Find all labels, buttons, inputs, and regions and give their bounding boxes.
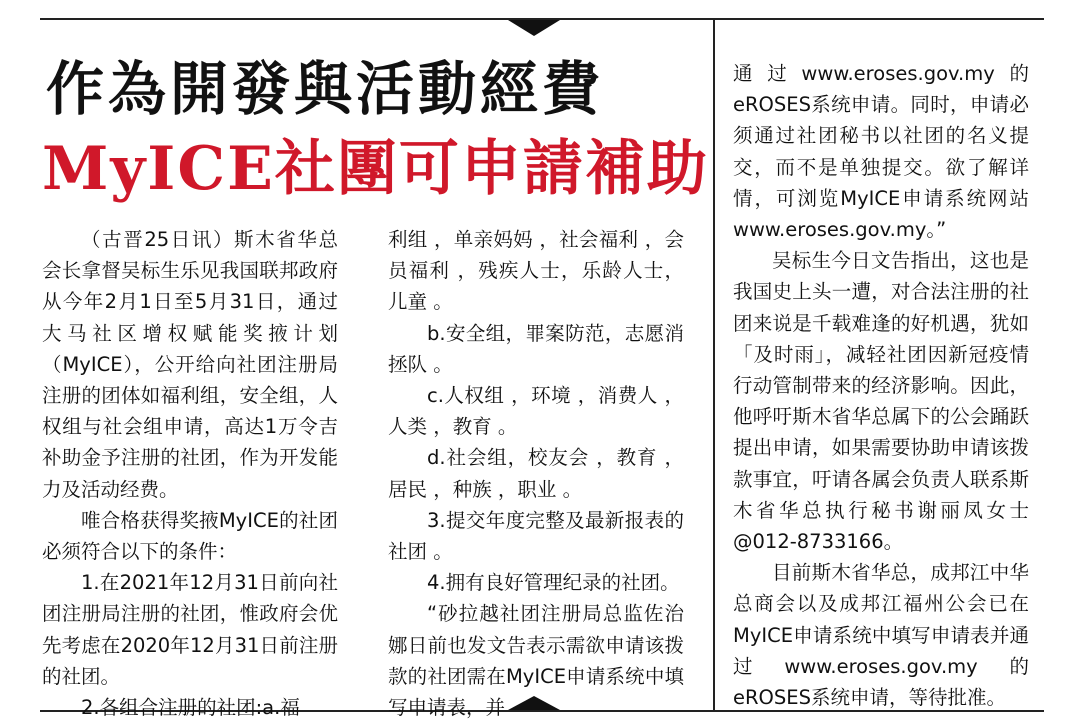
paragraph: 吴标生今日文告指出，这也是我国史上头一遭，对合法注册的社团来说是千载难逢的好机遇，犹如「及时雨」，减轻社团因新冠疫情行动管制带来的经济影响。因此，他呼吁斯木省华总属下的公会踊跃提出申请，如果需要协助申请该拨款事宜，吁请各属会负责人联系斯木省华总执行秘书谢丽凤女士@012-8733166。: [733, 249, 1029, 554]
paragraph: 唯合格获得奖掖MyICE的社团必须符合以下的条件：: [42, 508, 338, 564]
paragraph: （古晋25日讯）斯木省华总会长拿督吴标生乐见我国联邦政府从今年2月1日至5月31日，通过大马社区增权赋能奖掖计划（MyICE），公开给向社团注册局注册的团体如福利组，安全组，人权组与社会组申请，高达1万令吉补助金予注册的社团，作为开发能力及活动经费。: [42, 228, 338, 501]
headline-line-1: 作為開發與活動經費: [46, 55, 605, 123]
article-column-3: [733, 58, 1029, 713]
article-column-2: [388, 224, 684, 723]
column-divider: [713, 20, 715, 710]
paragraph: c.人权组 ，环境 ，消费人 ，人类 ，教育 。: [388, 384, 684, 439]
article-column-1: [42, 224, 338, 723]
paragraph: 1.在2021年12月31日前向社团注册局注册的社团，惟政府会优先考虑在2020年12月31日前注册的社团。: [42, 571, 338, 688]
paragraph: 4.拥有良好管理纪录的社团。: [427, 571, 680, 595]
top-triangle-marker: [508, 20, 560, 36]
paragraph: 目前斯木省华总，成邦江中华总商会以及成邦江福州公会已在MyICE申请系统中填写申请表并通过www.eroses.gov.my的eROSES系统申请，等待批准。: [733, 561, 1029, 710]
paragraph: b.安全组，罪案防范，志愿消拯队 。: [388, 321, 684, 376]
paragraph: 2.各组合注册的社团:a.福: [81, 696, 300, 720]
paragraph: 通过www.eroses.gov.my的eROSES系统申请。同时，申请必须通过社团秘书以社团的名义提交，而不是单独提交。欲了解详情，可浏览MyICE申请系统网站 www.eroses.gov.my。”: [733, 62, 1029, 242]
paragraph: d.社会组，校友会 ，教育 ，居民 ，种族 ，职业 。: [388, 446, 684, 501]
headline-line-2: MyICE社團可申請補助: [42, 134, 709, 204]
paragraph: “砂拉越社团注册局总监佐治娜日前也发文告表示需欲申请该拨款的社团需在MyICE申请系统中填写申请表，并: [388, 602, 684, 720]
paragraph: 3.提交年度完整及最新报表的社团 。: [388, 508, 684, 564]
paragraph: 利组 ，单亲妈妈 ，社会福利 ，会员福利 ，残疾人士，乐龄人士，儿童 。: [388, 228, 684, 314]
